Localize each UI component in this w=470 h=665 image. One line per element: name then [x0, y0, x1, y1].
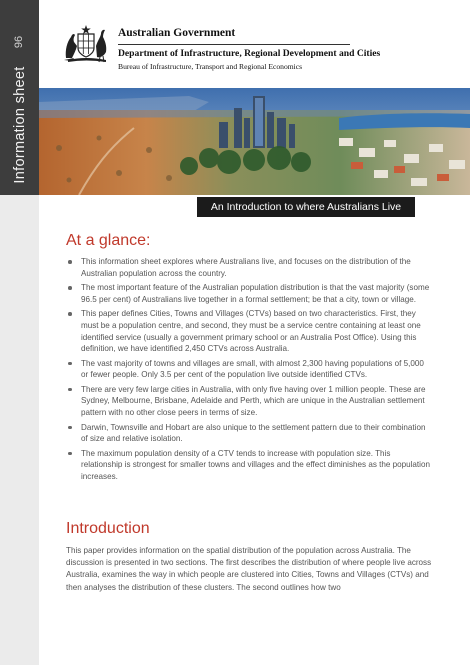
bullet-icon	[68, 452, 72, 456]
government-title: Australian Government	[118, 27, 236, 39]
at-a-glance-heading: At a glance:	[66, 232, 151, 249]
australian-coat-of-arms-icon	[60, 24, 112, 64]
bullet-icon	[68, 362, 72, 366]
bullet-icon	[68, 426, 72, 430]
list-item	[66, 308, 431, 355]
introduction-paragraph: This paper provides information on the spatial distribution of the population across Australia. The discussion is presented in two sections. The first describes the distribution of where people live across Australia, examines the way in which people are clustered into Cities, Towns and Villages (CTVs) and then analyses the distribution of these clusters. The second outlines how two	[66, 546, 432, 592]
list-item-text: This paper defines Cities, Towns and Villages (CTVs) based on two characteristics. First, they must be a population centre, and second, they must be a service centre containing at least one identified service (usually a government primary school or an Australia Post Office). Using this definition, we have identified 2,450 CTVs across Australia.	[81, 309, 421, 354]
list-item-text: The vast majority of towns and villages are small, with almost 2,300 having populations of 5,000 or fewer people. Only 3.5 per cent of the population live outside identified CTVs.	[81, 358, 424, 380]
department-name: Department of Infrastructure, Regional Development and Cities	[118, 48, 381, 59]
list-item	[66, 358, 431, 381]
introduction-heading: Introduction	[66, 520, 150, 537]
list-item	[66, 384, 431, 419]
bureau-name: Bureau of Infrastructure, Transport and Regional Economics	[118, 62, 303, 71]
at-a-glance-list	[66, 256, 431, 485]
list-item	[66, 256, 431, 279]
sidebar-label: Information sheet	[12, 66, 28, 184]
list-item-text: Darwin, Townsville and Hobart are also unique to the settlement pattern due to their combination of size and relative isolation.	[81, 422, 426, 444]
bullet-icon	[68, 260, 72, 264]
header-photo-outback-to-city	[39, 88, 470, 195]
list-item	[66, 448, 431, 483]
list-item-text: This information sheet explores where Australians live, and focuses on the distribution of the Australian population across the country.	[81, 257, 411, 278]
list-item-text: The most important feature of the Australian population distribution is that the vast majority (some 96.5 per cent) of Australians live together in a formal settlement; be that a city, town or village.	[81, 283, 430, 304]
bullet-icon	[68, 312, 72, 316]
bullet-icon	[68, 388, 72, 392]
list-item-text: The maximum population density of a CTV tends to increase with population size. This relationship is strongest for smaller towns and villages and the effect diminishes as the population increases.	[81, 448, 430, 482]
header-divider	[118, 44, 350, 45]
document-title-banner: An Introduction to where Australians Live	[197, 197, 415, 217]
list-item	[66, 282, 431, 305]
page-number: 96	[13, 35, 25, 49]
list-item-text: There are very few large cities in Australia, with only five having over 1 million people. These are Sydney, Melbourne, Brisbane, Adelaide and Perth, which are unique in the Australian settlement pattern with no other close peers in terms of size.	[81, 384, 426, 418]
list-item	[66, 422, 431, 445]
bullet-icon	[68, 286, 72, 290]
